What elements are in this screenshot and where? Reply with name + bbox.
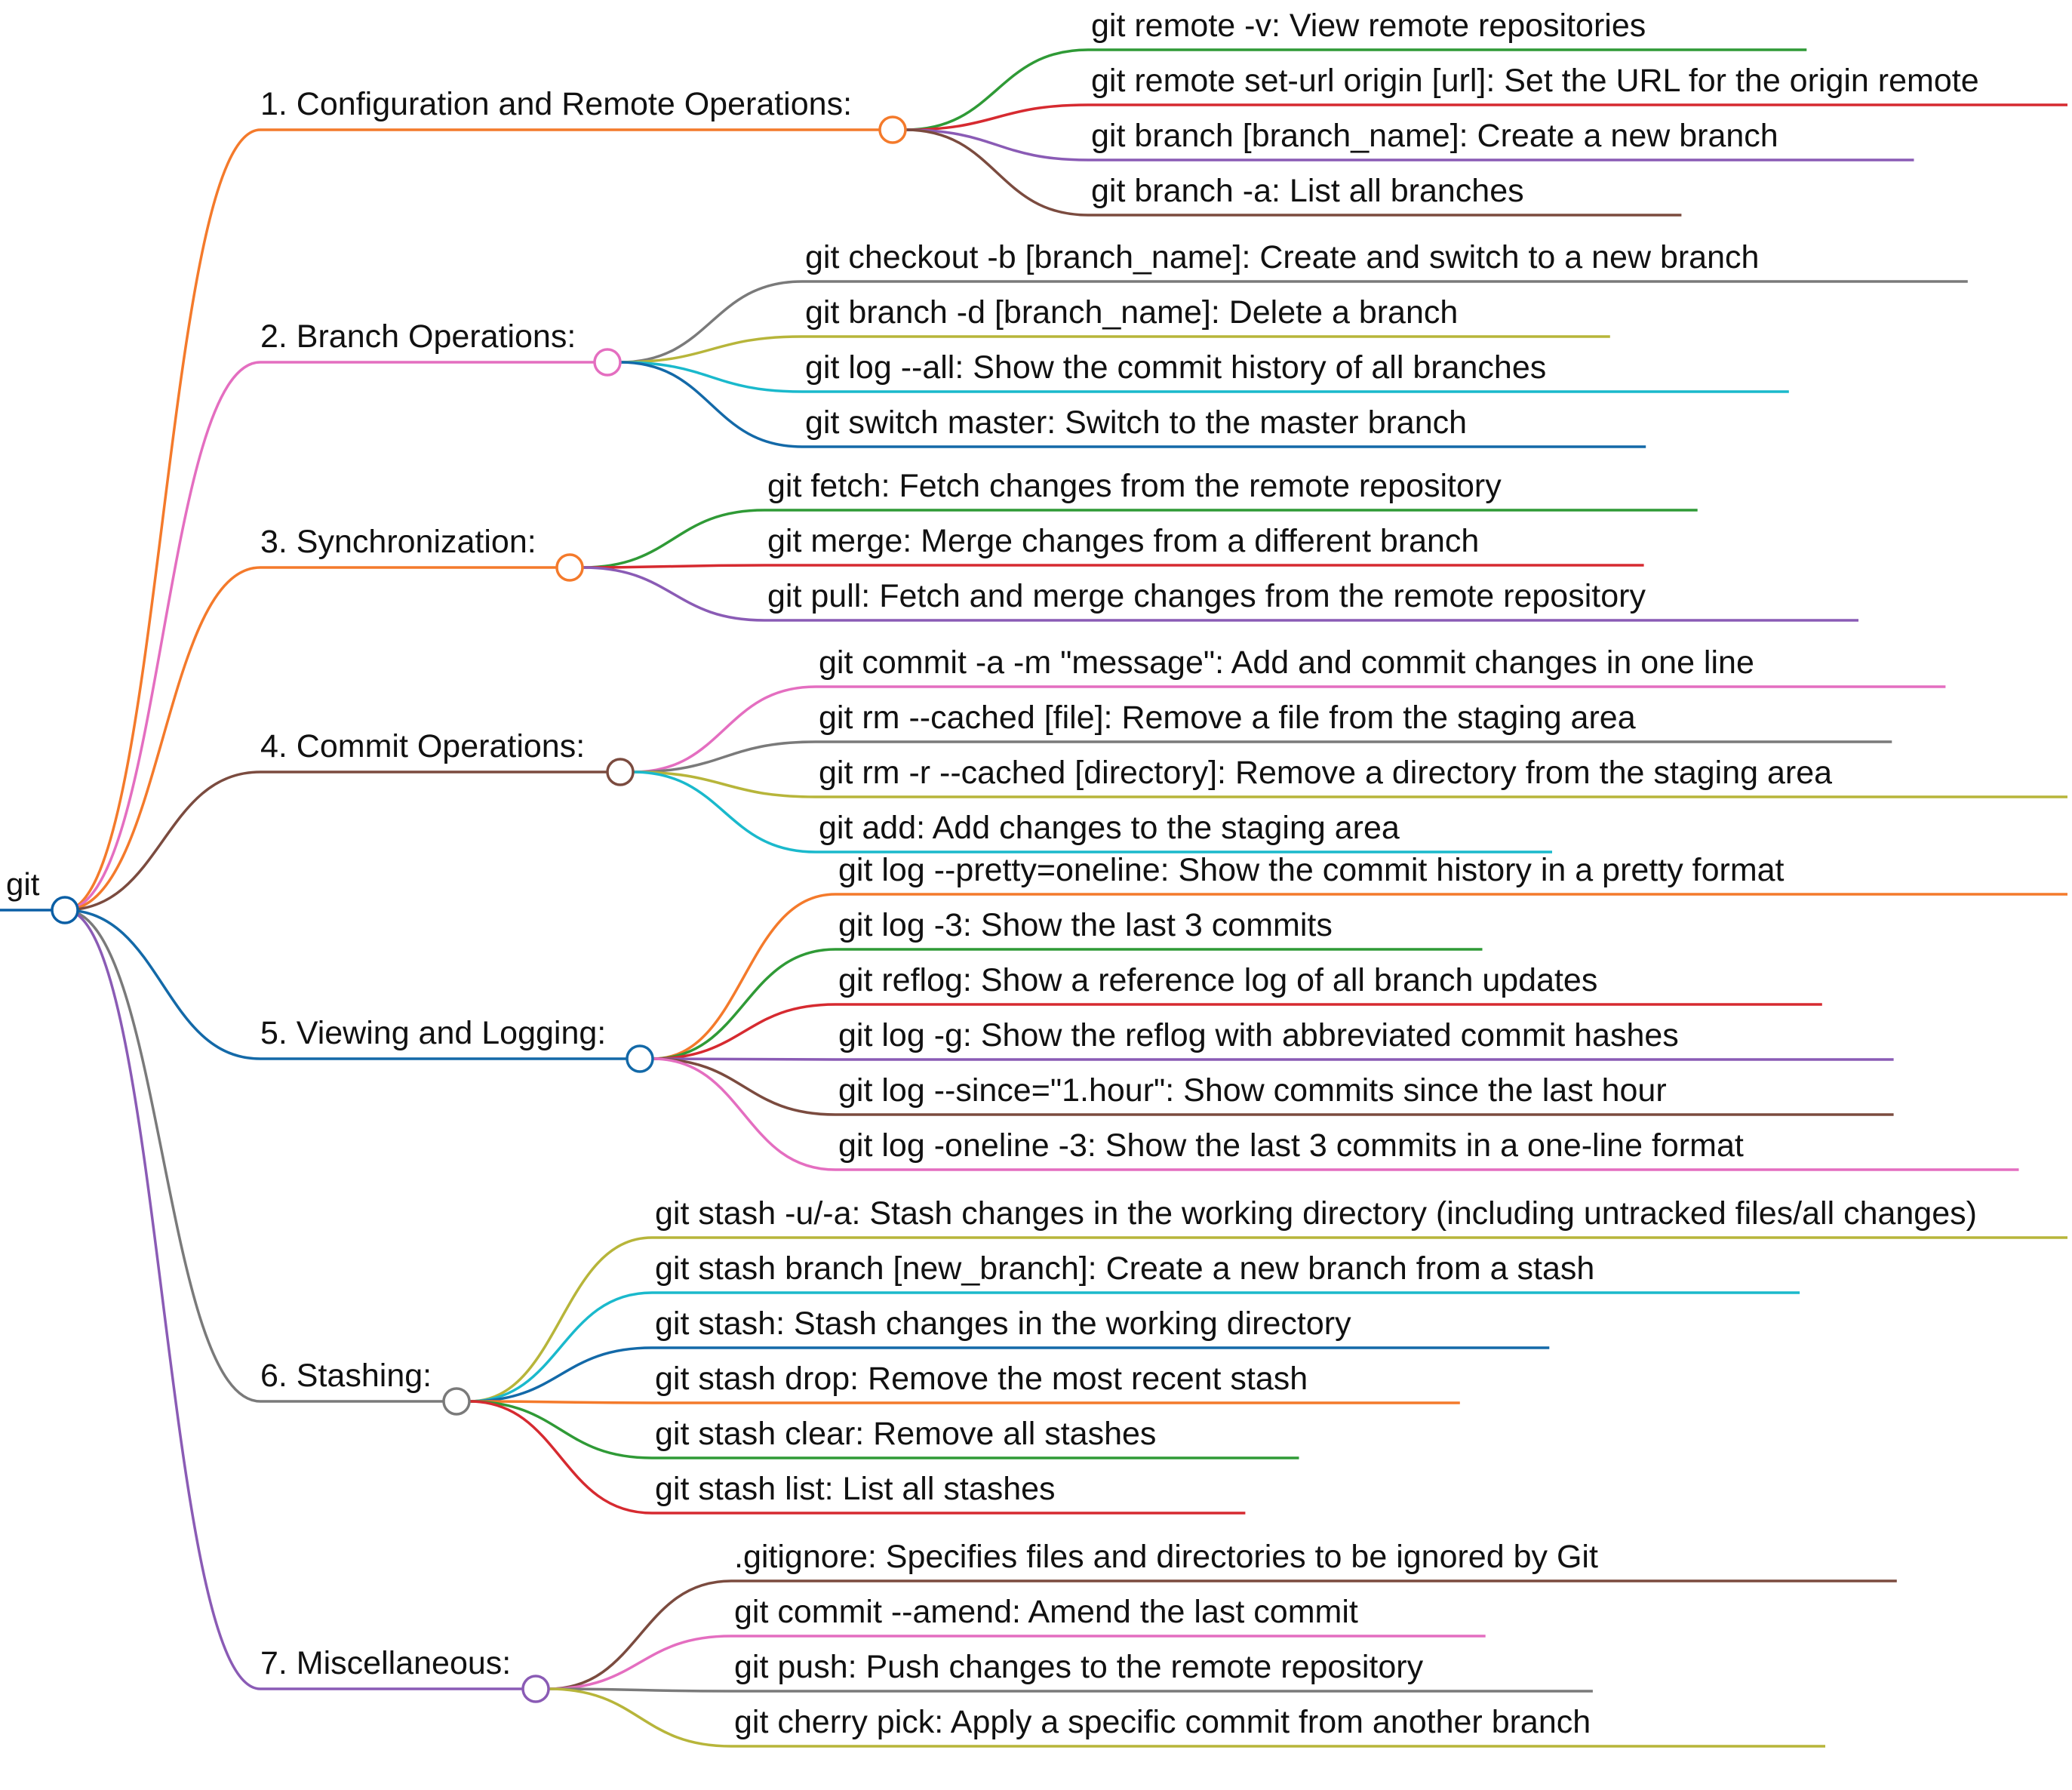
leaf-label[interactable]: git stash list: List all stashes xyxy=(655,1471,1056,1507)
mindmap-nodes xyxy=(6,8,1979,1740)
branch-collapse-toggle[interactable] xyxy=(523,1676,549,1702)
leaf-label[interactable]: git stash branch [new_branch]: Create a new branch from a stash xyxy=(655,1250,1595,1287)
leaf-label[interactable]: git branch -d [branch_name]: Delete a branch xyxy=(805,294,1459,331)
leaf-label[interactable]: git log --all: Show the commit history of all branches xyxy=(805,349,1547,386)
branch-collapse-toggle[interactable] xyxy=(880,117,905,143)
branch-label-6[interactable]: 6. Stashing: xyxy=(260,1358,432,1394)
leaf-link xyxy=(653,1059,1894,1060)
leaf-label[interactable]: git log -oneline -3: Show the last 3 commits in a one-line format xyxy=(838,1127,1744,1164)
branch-label-7[interactable]: 7. Miscellaneous: xyxy=(260,1645,512,1681)
leaf-label[interactable]: git log -3: Show the last 3 commits xyxy=(838,907,1333,943)
leaf-link xyxy=(583,565,1644,567)
branch-collapse-toggle[interactable] xyxy=(557,555,583,580)
leaf-link xyxy=(549,1689,1593,1691)
leaf-label[interactable]: git pull: Fetch and merge changes from the remote repository xyxy=(767,578,1646,614)
leaf-label[interactable]: git commit -a -m "message": Add and commit changes in one line xyxy=(819,644,1754,681)
leaf-label[interactable]: git rm -r --cached [directory]: Remove a directory from the staging area xyxy=(819,755,1833,791)
leaf-label[interactable]: git stash -u/-a: Stash changes in the working directory (including untracked files/all changes) xyxy=(655,1195,1977,1232)
leaf-label[interactable]: git branch [branch_name]: Create a new branch xyxy=(1091,118,1778,154)
branch-collapse-toggle[interactable] xyxy=(607,759,633,785)
root-collapse-toggle[interactable] xyxy=(52,897,78,923)
leaf-label[interactable]: git log -g: Show the reflog with abbreviated commit hashes xyxy=(838,1017,1679,1053)
leaf-label[interactable]: git rm --cached [file]: Remove a file from the staging area xyxy=(819,700,1636,736)
leaf-label[interactable]: git branch -a: List all branches xyxy=(1091,173,1524,209)
branch-label-5[interactable]: 5. Viewing and Logging: xyxy=(260,1015,607,1051)
leaf-label[interactable]: git checkout -b [branch_name]: Create and switch to a new branch xyxy=(805,239,1760,275)
branch-label-3[interactable]: 3. Synchronization: xyxy=(260,524,536,560)
leaf-label[interactable]: git remote -v: View remote repositories xyxy=(1091,8,1646,44)
leaf-label[interactable]: git push: Push changes to the remote repository xyxy=(734,1649,1424,1685)
leaf-label[interactable]: git log --pretty=oneline: Show the commit history in a pretty format xyxy=(838,852,1785,888)
leaf-label[interactable]: git reflog: Show a reference log of all branch updates xyxy=(838,962,1598,998)
branch-label-4[interactable]: 4. Commit Operations: xyxy=(260,728,586,764)
branch-collapse-toggle[interactable] xyxy=(444,1389,469,1414)
leaf-label[interactable]: git merge: Merge changes from a different branch xyxy=(767,523,1480,559)
leaf-label[interactable]: git add: Add changes to the staging area xyxy=(819,810,1400,846)
leaf-label[interactable]: git stash clear: Remove all stashes xyxy=(655,1416,1157,1452)
leaf-label[interactable]: git stash: Stash changes in the working directory xyxy=(655,1306,1351,1342)
branch-collapse-toggle[interactable] xyxy=(627,1046,653,1072)
root-label[interactable]: git xyxy=(6,866,40,902)
leaf-label[interactable]: git log --since="1.hour": Show commits since the last hour xyxy=(838,1072,1667,1109)
branch-collapse-toggle[interactable] xyxy=(595,349,620,375)
leaf-label[interactable]: git cherry pick: Apply a specific commit from another branch xyxy=(734,1704,1591,1740)
leaf-label[interactable]: git commit --amend: Amend the last commit xyxy=(734,1594,1358,1630)
branch-label-2[interactable]: 2. Branch Operations: xyxy=(260,318,576,355)
leaf-link xyxy=(469,1401,1460,1403)
branch-link-6 xyxy=(65,910,444,1401)
leaf-label[interactable]: .gitignore: Specifies files and directories to be ignored by Git xyxy=(734,1539,1598,1575)
leaf-label[interactable]: git switch master: Switch to the master branch xyxy=(805,404,1468,441)
branch-link-2 xyxy=(65,362,595,910)
branch-label-1[interactable]: 1. Configuration and Remote Operations: xyxy=(260,86,853,122)
leaf-label[interactable]: git fetch: Fetch changes from the remote repository xyxy=(767,468,1502,504)
leaf-label[interactable]: git remote set-url origin [url]: Set the URL for the origin remote xyxy=(1091,63,1979,99)
leaf-label[interactable]: git stash drop: Remove the most recent stash xyxy=(655,1361,1308,1397)
